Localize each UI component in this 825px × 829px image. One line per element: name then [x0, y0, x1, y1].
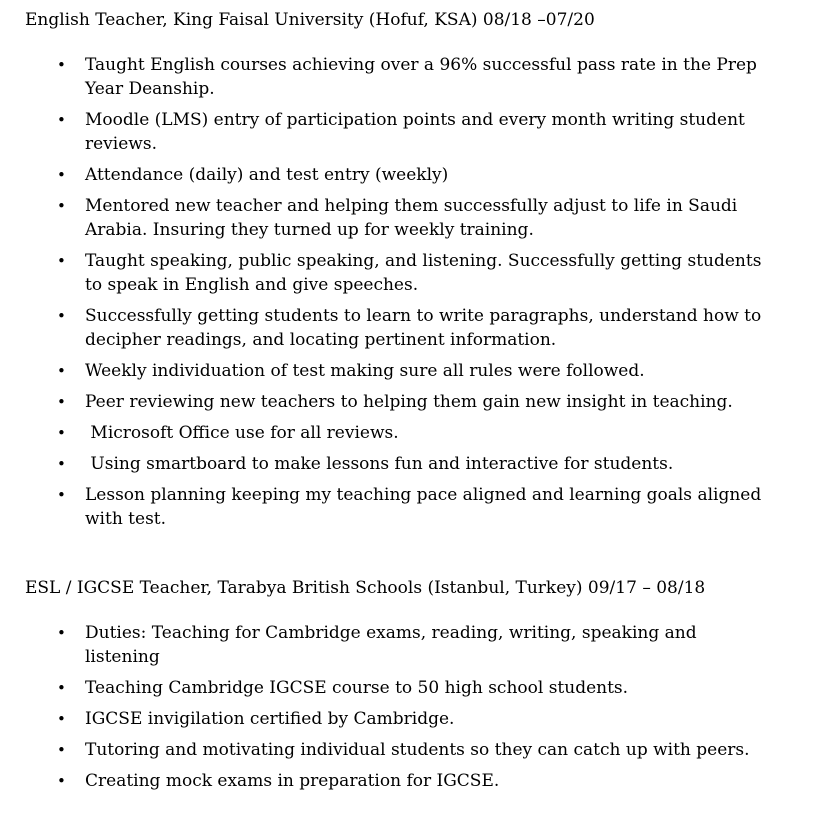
bullet-text: Microsoft Office use for all reviews.: [85, 423, 399, 443]
bullet-list: [25, 621, 795, 793]
bullet-text: Attendance (daily) and test entry (weekly): [85, 165, 449, 185]
bullet-icon: •: [57, 111, 66, 129]
bullet-item: [57, 452, 795, 476]
bullet-icon: •: [57, 56, 66, 74]
bullet-text: Duties: Teaching for Cambridge exams, reading, writing, speaking and listening: [85, 623, 702, 667]
bullet-icon: •: [57, 741, 66, 759]
bullet-icon: •: [57, 679, 66, 697]
bullet-text: Weekly individuation of test making sure all rules were followed.: [85, 361, 645, 381]
bullet-item: [57, 53, 795, 101]
bullet-text: Lesson planning keeping my teaching pace aligned and learning goals aligned with test.: [85, 485, 767, 529]
bullet-item: [57, 194, 795, 242]
bullet-item: [57, 707, 795, 731]
bullet-item: [57, 621, 795, 669]
bullet-icon: •: [57, 455, 66, 473]
bullet-item: [57, 249, 795, 297]
bullet-item: [57, 421, 795, 445]
bullet-icon: •: [57, 486, 66, 504]
bullet-icon: •: [57, 710, 66, 728]
bullet-text: Taught speaking, public speaking, and listening. Successfully getting students to speak in English and give speeches.: [85, 251, 767, 295]
bullet-icon: •: [57, 393, 66, 411]
bullet-icon: •: [57, 624, 66, 642]
bullet-icon: •: [57, 424, 66, 442]
bullet-item: [57, 304, 795, 352]
bullet-text: Taught English courses achieving over a 96% successful pass rate in the Prep Year Deanship.: [85, 55, 763, 99]
bullet-icon: •: [57, 307, 66, 325]
bullet-text: Moodle (LMS) entry of participation points and every month writing student reviews.: [85, 110, 751, 154]
bullet-icon: •: [57, 166, 66, 184]
bullet-item: [57, 163, 795, 187]
bullet-text: Mentored new teacher and helping them successfully adjust to life in Saudi Arabia. Insuring they turned up for weekly training.: [85, 196, 743, 240]
bullet-icon: •: [57, 772, 66, 790]
bullet-item: [57, 738, 795, 762]
bullet-item: [57, 676, 795, 700]
bullet-text: Successfully getting students to learn to write paragraphs, understand how to decipher readings, and locating pertinent information.: [85, 306, 767, 350]
bullet-item: [57, 483, 795, 531]
bullet-icon: •: [57, 197, 66, 215]
bullet-text: Teaching Cambridge IGCSE course to 50 high school students.: [85, 678, 629, 698]
section-heading: English Teacher, King Faisal University (Hofuf, KSA) 08/18 –07/20: [25, 10, 595, 30]
bullet-icon: •: [57, 252, 66, 270]
bullet-item: [57, 108, 795, 156]
bullet-text: Using smartboard to make lessons fun and interactive for students.: [85, 454, 674, 474]
experience-section: [25, 576, 795, 793]
bullet-text: Tutoring and motivating individual students so they can catch up with peers.: [85, 740, 750, 760]
experience-section: [25, 8, 795, 531]
bullet-text: IGCSE invigilation certified by Cambridge.: [85, 709, 455, 729]
section-heading: ESL / IGCSE Teacher, Tarabya British Schools (Istanbul, Turkey) 09/17 – 08/18: [25, 578, 706, 598]
bullet-item: [57, 769, 795, 793]
bullet-item: [57, 359, 795, 383]
bullet-text: Peer reviewing new teachers to helping them gain new insight in teaching.: [85, 392, 733, 412]
bullet-text: Creating mock exams in preparation for IGCSE.: [85, 771, 500, 791]
bullet-list: [25, 53, 795, 531]
bullet-icon: •: [57, 362, 66, 380]
bullet-item: [57, 390, 795, 414]
